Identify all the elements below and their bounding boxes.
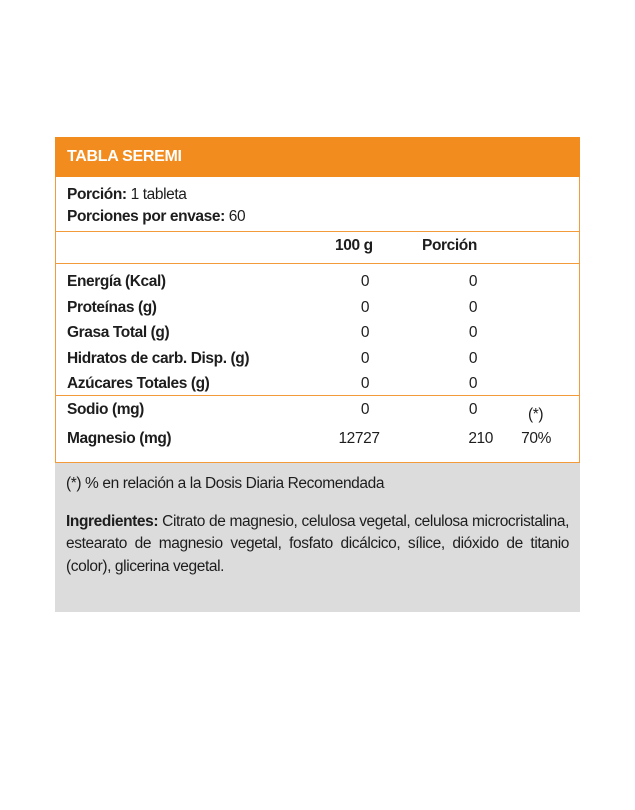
nutrient-per-serving: 0 bbox=[468, 349, 478, 367]
nutrition-table bbox=[55, 177, 580, 463]
nutrient-name: Azúcares Totales (g) bbox=[67, 375, 210, 392]
nutrient-per-serving: 0 bbox=[468, 273, 478, 290]
column-header-100g: 100 g bbox=[335, 237, 373, 254]
nutrient-name: Sodio (mg) bbox=[67, 400, 144, 418]
nutrient-per100: 0 bbox=[360, 273, 370, 290]
table-row bbox=[56, 372, 579, 398]
nutrient-name: Grasa Total (g) bbox=[67, 324, 170, 341]
daily-dose-note: (*) % en relación a la Dosis Diaria Recomendada bbox=[66, 475, 385, 492]
column-headers bbox=[56, 232, 579, 264]
ingredients-text: Citrato de magnesio, celulosa vegetal, celulosa microcristalina, estearato de magnesio vegetal, fosfato dicálcico, sílice, dióxido de titanio (color), glicerina vegetal. bbox=[66, 512, 569, 575]
nutrient-name: Energía (Kcal) bbox=[67, 273, 166, 290]
nutrient-rows bbox=[56, 264, 579, 418]
nutrient-name: Proteínas (g) bbox=[67, 298, 157, 316]
ingredients-label: Ingredientes: bbox=[66, 512, 159, 530]
nutrient-per-serving: 0 bbox=[468, 298, 478, 316]
servings-value: 60 bbox=[228, 208, 246, 225]
magnesium-per-serving: 210 bbox=[468, 430, 493, 447]
table-row bbox=[56, 321, 579, 347]
column-header-serving: Porción bbox=[422, 237, 477, 254]
nutrient-per-serving: 0 bbox=[468, 400, 478, 418]
daily-dose-marker: (*) bbox=[528, 406, 544, 423]
ingredients bbox=[66, 511, 569, 579]
nutrient-per-serving: 0 bbox=[468, 324, 478, 341]
nutrition-panel bbox=[55, 137, 580, 612]
portion-info bbox=[56, 177, 579, 232]
table-row bbox=[56, 270, 579, 296]
serving-size-value: 1 tableta bbox=[130, 186, 187, 203]
serving-size-label: Porción: bbox=[67, 186, 127, 203]
nutrient-per100: 0 bbox=[360, 349, 370, 367]
magnesium-name: Magnesio (mg) bbox=[67, 430, 172, 447]
nutrient-per-serving: 0 bbox=[468, 375, 478, 392]
table-row bbox=[56, 347, 579, 373]
magnesium-per100: 12727 bbox=[338, 430, 380, 447]
nutrient-name: Hidratos de carb. Disp. (g) bbox=[67, 349, 250, 367]
nutrient-per100: 0 bbox=[360, 324, 370, 341]
nutrient-per100: 0 bbox=[360, 400, 370, 418]
nutrient-per100: 0 bbox=[360, 298, 370, 316]
table-title: TABLA SEREMI bbox=[55, 137, 580, 177]
magnesium-row bbox=[56, 396, 579, 462]
servings-per-container bbox=[67, 206, 579, 228]
servings-label: Porciones por envase: bbox=[67, 208, 225, 225]
serving-size bbox=[67, 184, 579, 206]
nutrient-per100: 0 bbox=[360, 375, 370, 392]
magnesium-dd-percent: 70% bbox=[521, 430, 551, 447]
footer-section bbox=[55, 463, 580, 612]
table-row bbox=[56, 296, 579, 322]
